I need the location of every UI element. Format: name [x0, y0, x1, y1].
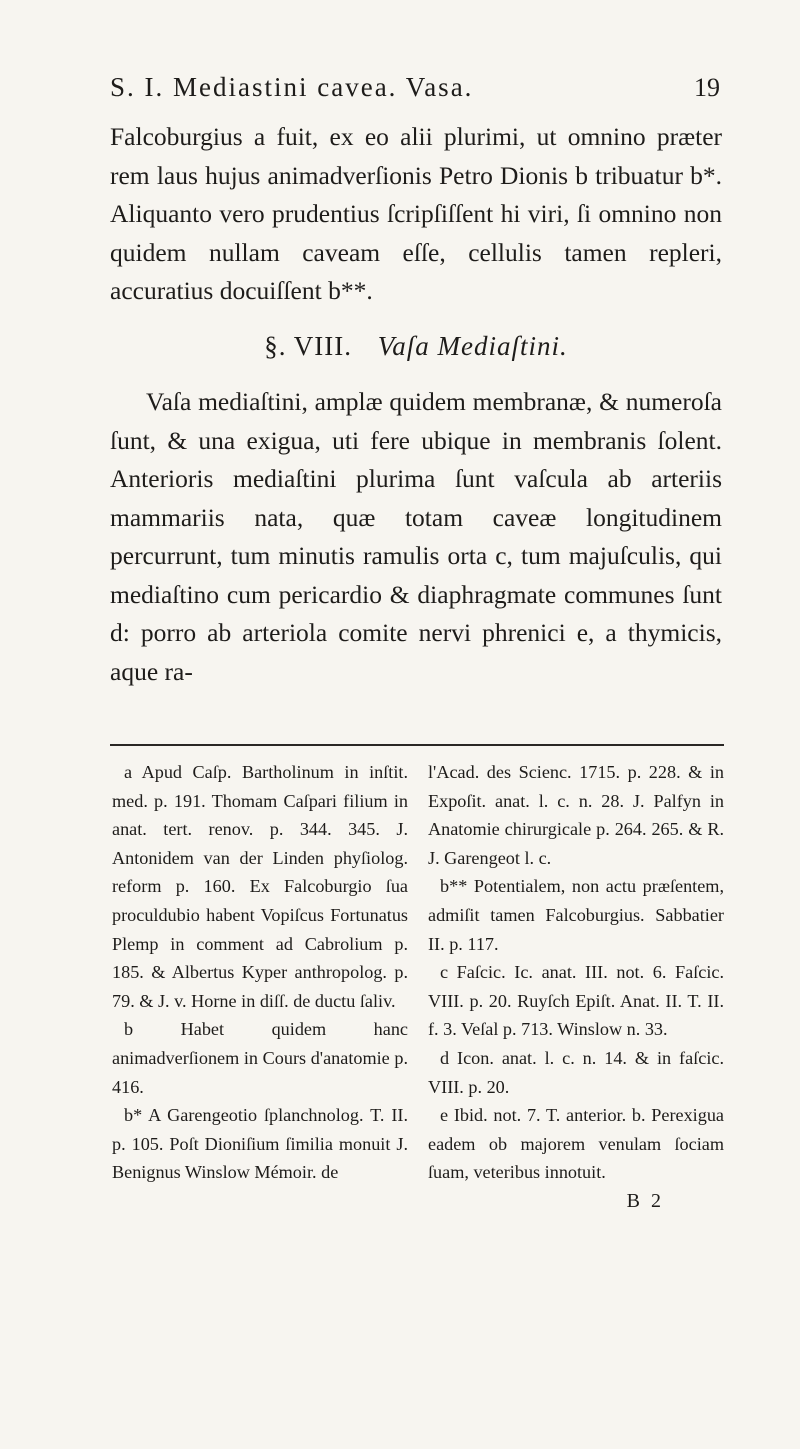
running-head: [110, 72, 720, 103]
paragraph-1: Falcoburgius a fuit, ex eo alii plurimi, ut omnino præter rem laus hujus animadverſionis Petro Dionis b tribuatur b*. Aliquanto vero prudentius ſcripſiſſent hi viri, ſi omnino non quidem nullam caveam eſſe, cellulis tamen repleri, accuratius docuiſſent b**.: [110, 122, 722, 305]
running-head-title: S. I. Mediastini cavea. Vasa.: [110, 72, 474, 102]
main-text: [110, 118, 722, 691]
paragraph-2: Vaſa mediaſtini, amplæ quidem membranæ, & numeroſa ſunt, & una exigua, uti fere ubique in membranis ſolent. Anterioris mediaſtini plurima ſunt vaſcula ab arteriis mammariis nata, quæ totam caveæ longitudinem percurrunt, tum minutis ramulis orta c, tum majuſculis, qui mediaſtino cum pericardio & diaphragmate communes ſunt d: porro ab arteriola comite nervi phrenici e, a thymicis, aque ra-: [110, 387, 722, 686]
footnotes: [112, 758, 724, 1216]
signature-mark: B 2: [626, 1189, 664, 1212]
footnote-b-star: b* A Garengeotio ſplanchnolog. T. II. p. 105. Poſt Dioniſium ſimilia monuit J. Benignus Winslow Mémoir. de: [112, 1105, 408, 1183]
footnote-c: c Faſcic. Ic. anat. III. not. 6. Faſcic. VIII. p. 20. Ruyſch Epiſt. Anat. II. T. II. f. 3. Veſal p. 713. Winslow n. 33.: [428, 962, 724, 1040]
footnote-a: a Apud Caſp. Bartholinum in inſtit. med. p. 191. Thomam Caſpari filium in anat. tert. renov. p. 344. 345. J. Antonidem van der Linden phyſiolog. reform p. 160. Ex Falcoburgio ſua proculdubio habent Vopiſcus Fortunatus Plemp in comment ad Cabrolium p. 185. & Albertus Kyper anthropolog. p. 79. & J. v. Horne in diſſ. de ductu ſaliv.: [112, 762, 408, 1011]
footnote-d: d Icon. anat. l. c. n. 14. & in faſcic. VIII. p. 20.: [428, 1047, 724, 1097]
footnotes-left-column: [112, 758, 408, 1216]
page-number: 19: [694, 73, 720, 102]
footnote-divider: [110, 744, 724, 746]
footnotes-right-column: [428, 758, 724, 1216]
footnote-b: b Habet quidem hanc animadverſionem in Cours d'anatomie p. 416.: [112, 1019, 408, 1097]
section-heading: [110, 327, 722, 366]
footnote-continuation: l'Acad. des Scienc. 1715. p. 228. & in Expoſit. anat. l. c. n. 28. J. Palfyn in Anatomie chirurgicale p. 264. 265. & R. J. Garengeot l. c.: [428, 762, 724, 868]
footnote-b-double-star: b** Potentialem, non actu præſentem, admiſit tamen Falcoburgius. Sabbatier II. p. 117.: [428, 876, 724, 954]
footnote-e: e Ibid. not. 7. T. anterior. b. Perexigua eadem ob majorem venulam ſociam ſuam, veteribus innotuit.: [428, 1105, 724, 1183]
section-title: Vaſa Mediaſtini.: [377, 330, 568, 361]
section-number: §. VIII.: [264, 330, 352, 361]
